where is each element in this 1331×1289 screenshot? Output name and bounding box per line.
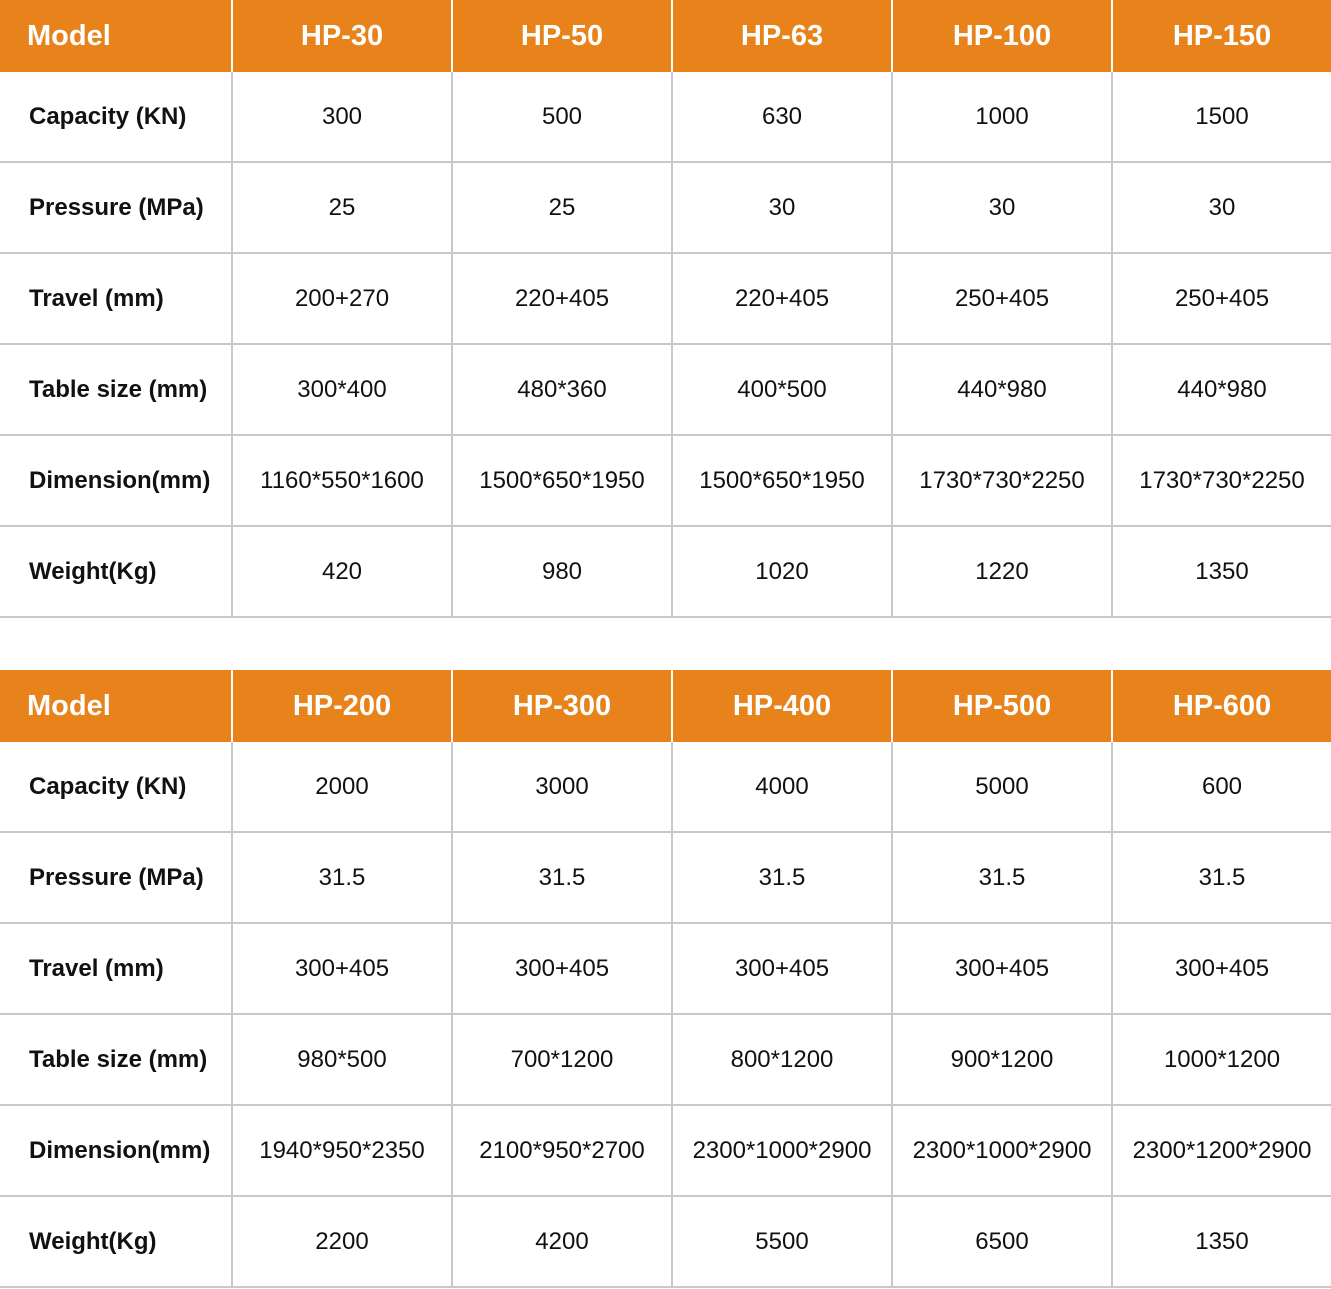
table-cell: 250+405 — [1112, 253, 1331, 344]
header-cell-model-name: HP-30 — [232, 0, 452, 72]
table-cell: 400*500 — [672, 344, 892, 435]
row-label: Dimension(mm) — [0, 435, 232, 526]
table-cell: 300+405 — [1112, 923, 1331, 1014]
table-header-row — [0, 670, 1331, 742]
table-cell: 30 — [672, 162, 892, 253]
table-cell: 900*1200 — [892, 1014, 1112, 1105]
table-cell: 200+270 — [232, 253, 452, 344]
table-row — [0, 435, 1331, 526]
table-cell: 220+405 — [672, 253, 892, 344]
table-cell: 1500 — [1112, 72, 1331, 162]
table-cell: 31.5 — [672, 832, 892, 923]
table-cell: 1730*730*2250 — [892, 435, 1112, 526]
table-cell: 600 — [1112, 742, 1331, 832]
table-cell: 300+405 — [452, 923, 672, 1014]
table-cell: 1000*1200 — [1112, 1014, 1331, 1105]
table-header-row — [0, 0, 1331, 72]
table-cell: 300+405 — [892, 923, 1112, 1014]
row-label: Weight(Kg) — [0, 526, 232, 617]
header-cell-model-name: HP-200 — [232, 670, 452, 742]
row-label: Capacity (KN) — [0, 742, 232, 832]
table-cell: 30 — [1112, 162, 1331, 253]
table-cell: 6500 — [892, 1196, 1112, 1287]
table-cell: 980*500 — [232, 1014, 452, 1105]
table-cell: 2000 — [232, 742, 452, 832]
table-cell: 2100*950*2700 — [452, 1105, 672, 1196]
table-row — [0, 344, 1331, 435]
table-cell: 220+405 — [452, 253, 672, 344]
table-cell: 31.5 — [1112, 832, 1331, 923]
row-label: Pressure (MPa) — [0, 832, 232, 923]
row-label: Table size (mm) — [0, 1014, 232, 1105]
table-cell: 4200 — [452, 1196, 672, 1287]
header-cell-model-name: HP-100 — [892, 0, 1112, 72]
table-cell: 1730*730*2250 — [1112, 435, 1331, 526]
table-cell: 31.5 — [452, 832, 672, 923]
table-cell: 3000 — [452, 742, 672, 832]
table-cell: 250+405 — [892, 253, 1112, 344]
table-cell: 1500*650*1950 — [672, 435, 892, 526]
header-cell-model-name: HP-300 — [452, 670, 672, 742]
table-cell: 4000 — [672, 742, 892, 832]
table-row — [0, 1105, 1331, 1196]
table-cell: 2300*1000*2900 — [672, 1105, 892, 1196]
table-cell: 1000 — [892, 72, 1112, 162]
table-row — [0, 1196, 1331, 1287]
table-cell: 500 — [452, 72, 672, 162]
row-label: Travel (mm) — [0, 923, 232, 1014]
table-cell: 31.5 — [892, 832, 1112, 923]
table-cell: 1350 — [1112, 526, 1331, 617]
table-row — [0, 742, 1331, 832]
table-cell: 300+405 — [232, 923, 452, 1014]
header-cell-model: Model — [0, 670, 232, 742]
table-row — [0, 832, 1331, 923]
header-cell-model-name: HP-50 — [452, 0, 672, 72]
table-cell: 300 — [232, 72, 452, 162]
table-cell: 980 — [452, 526, 672, 617]
table-cell: 1220 — [892, 526, 1112, 617]
table-cell: 440*980 — [892, 344, 1112, 435]
table-cell: 31.5 — [232, 832, 452, 923]
table-cell: 2300*1000*2900 — [892, 1105, 1112, 1196]
row-label: Capacity (KN) — [0, 72, 232, 162]
row-label: Pressure (MPa) — [0, 162, 232, 253]
table-row — [0, 526, 1331, 617]
table-cell: 25 — [232, 162, 452, 253]
table-row — [0, 923, 1331, 1014]
table-cell: 420 — [232, 526, 452, 617]
table-cell: 1940*950*2350 — [232, 1105, 452, 1196]
table-cell: 700*1200 — [452, 1014, 672, 1105]
table-cell: 800*1200 — [672, 1014, 892, 1105]
row-label: Table size (mm) — [0, 344, 232, 435]
header-cell-model: Model — [0, 0, 232, 72]
table-cell: 25 — [452, 162, 672, 253]
table-row — [0, 72, 1331, 162]
table-cell: 1500*650*1950 — [452, 435, 672, 526]
table-cell: 5000 — [892, 742, 1112, 832]
row-label: Travel (mm) — [0, 253, 232, 344]
table-row — [0, 1014, 1331, 1105]
table-cell: 300+405 — [672, 923, 892, 1014]
table-cell: 1020 — [672, 526, 892, 617]
spec-table-bottom — [0, 670, 1331, 1288]
table-row — [0, 162, 1331, 253]
header-cell-model-name: HP-600 — [1112, 670, 1331, 742]
table-row — [0, 253, 1331, 344]
spec-table-top — [0, 0, 1331, 618]
header-cell-model-name: HP-63 — [672, 0, 892, 72]
table-cell: 5500 — [672, 1196, 892, 1287]
table-cell: 1350 — [1112, 1196, 1331, 1287]
table-cell: 2200 — [232, 1196, 452, 1287]
header-cell-model-name: HP-500 — [892, 670, 1112, 742]
table-cell: 1160*550*1600 — [232, 435, 452, 526]
row-label: Dimension(mm) — [0, 1105, 232, 1196]
header-cell-model-name: HP-400 — [672, 670, 892, 742]
table-cell: 440*980 — [1112, 344, 1331, 435]
table-cell: 2300*1200*2900 — [1112, 1105, 1331, 1196]
table-cell: 630 — [672, 72, 892, 162]
table-cell: 480*360 — [452, 344, 672, 435]
header-cell-model-name: HP-150 — [1112, 0, 1331, 72]
row-label: Weight(Kg) — [0, 1196, 232, 1287]
table-cell: 300*400 — [232, 344, 452, 435]
table-cell: 30 — [892, 162, 1112, 253]
